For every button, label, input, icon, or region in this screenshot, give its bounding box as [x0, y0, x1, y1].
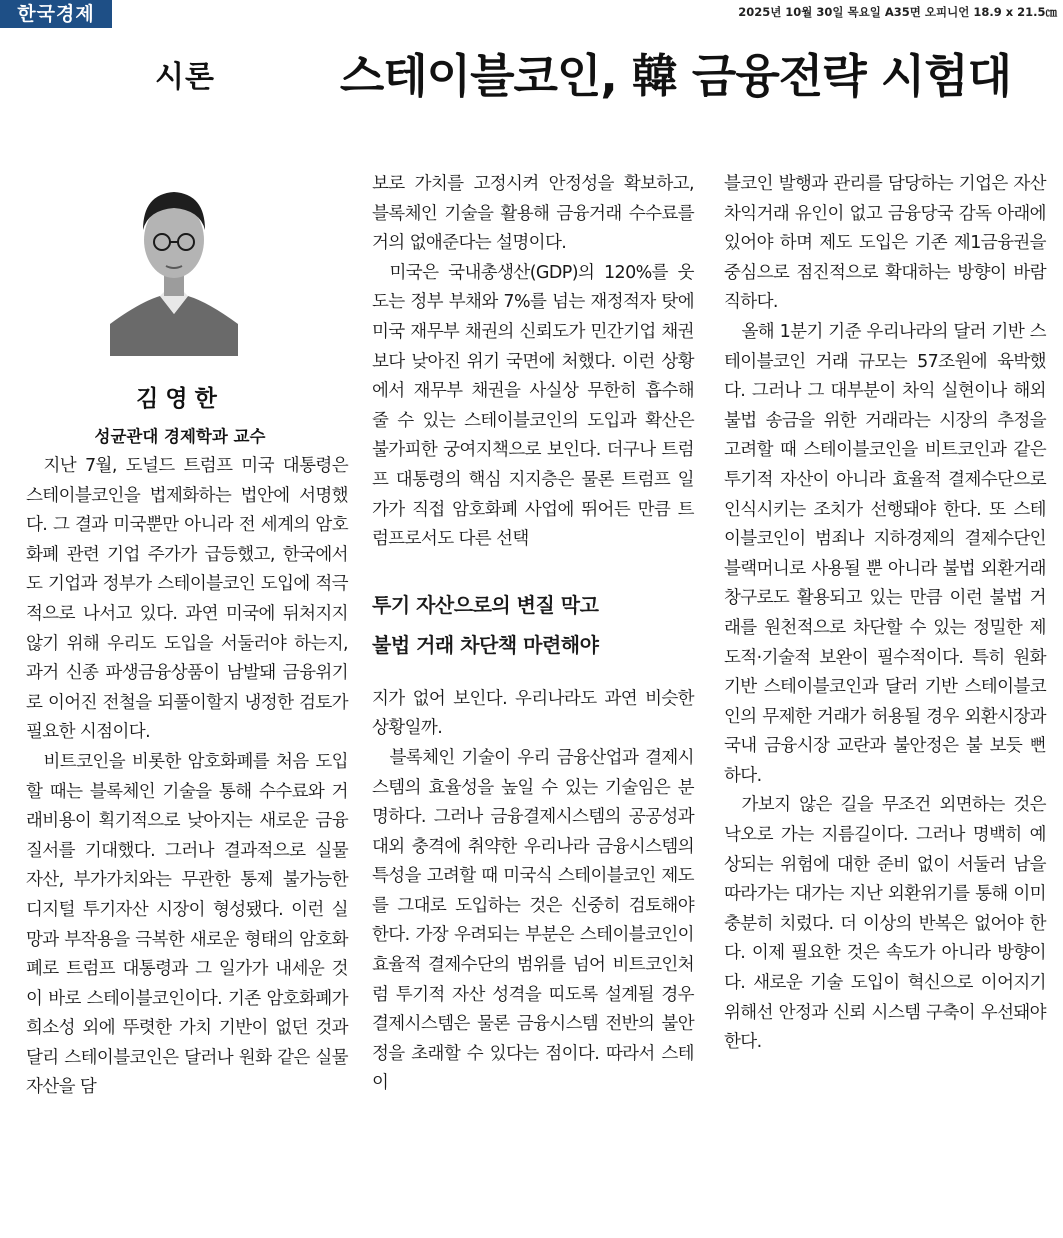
subheading-line: 투기 자산으로의 변질 막고	[372, 592, 599, 617]
paragraph: 블록체인 기술이 우리 금융산업과 결제시스템의 효율성을 높일 수 있는 기술임은 분명하다. 그러나 금융결제시스템의 공공성과 대외 충격에 취약한 우리나라 금융시스템의 특성을 고려할 때 미국식 스테이블코인 제도를 그대로 도입하는 것은 신중히 검토해야 한다. 가장 우려되는 부분은 스테이블코인이 효율적 결제수단의 범위를 넘어 비트코인처럼 투기적 자산 성격을 띠도록 설계될 경우 결제시스템은 물론 금융시스템 전반의 불안정을 초래할 수 있다는 점이다. 따라서 스테이	[372, 747, 694, 1094]
section-label: 시론	[155, 60, 215, 95]
paragraph: 올해 1분기 기준 우리나라의 달러 기반 스테이블코인 거래 규모는 57조원에 육박했다. 그러나 그 대부분이 차익 실현이나 해외 불법 송금을 위한 거래라는 시장의 추정을 고려할 때 스테이블코인을 비트코인과 같은 투기적 자산이 아니라 효율적 결제수단으로 인식시키는 조치가 선행돼야 한다. 또 스테이블코인이 범죄나 지하경제의 결제수단인 블랙머니로 사용될 뿐 아니라 불법 외환거래 창구로도 활용되고 있는 만큼 이런 불법 거래를 원천적으로 차단할 수 있는 정밀한 제도적·기술적 보완이 필수적이다. 특히 원화 기반 스테이블코인과 달러 기반 스테이블코인의 무제한 거래가 허용될 경우 외환시장과 국내 금융시장 교란과 불안정은 불 보듯 뻔하다.	[724, 321, 1046, 786]
paragraph: 비트코인을 비롯한 암호화폐를 처음 도입할 때는 블록체인 기술을 통해 수수료와 거래비용이 획기적으로 낮아지는 새로운 금융질서를 기대했다. 그러나 결과적으로 실물 자산, 부가가치와는 무관한 통제 불가능한 디지털 투기자산 시장이 형성됐다. 이런 실망과 부작용을 극복한 새로운 형태의 암호화폐로 트럼프 대통령과 그 일가가 내세운 것이 바로 스테이블코인이다. 기존 암호화폐가 희소성 외에 뚜렷한 가치 기반이 없던 것과 달리 스테이블코인은 달러나 원화 같은 실물자산을 담	[26, 751, 348, 1098]
paragraph: 블코인 발행과 관리를 담당하는 기업은 자산 차익거래 유인이 없고 금융당국 감독 아래에 있어야 하며 제도 도입은 기존 제1금융권을 중심으로 점진적으로 확대하는 방향이 바람직하다.	[724, 174, 1046, 313]
author-affiliation: 성균관대 경제학과 교수	[94, 427, 266, 446]
author-photo	[110, 164, 238, 356]
paragraph: 미국은 국내총생산(GDP)의 120%를 웃도는 정부 부채와 7%를 넘는 재정적자 탓에 미국 재무부 채권의 신뢰도가 민간기업 채권보다 낮아진 위기 국면에 처했다. 이런 상황에서 재무부 채권을 사실상 무한히 흡수해 줄 수 있는 스테이블코인의 도입과 확산은 불가피한 궁여지책으로 보인다. 더구나 트럼프 대통령의 핵심 지지층은 물론 트럼프 일가가 직접 암호화폐 사업에 뛰어든 만큼 트럼프로서도 다른 선택	[372, 262, 694, 550]
paragraph: 지가 없어 보인다. 우리나라도 과연 비슷한 상황일까.	[372, 688, 694, 739]
paragraph: 지난 7월, 도널드 트럼프 미국 대통령은 스테이블코인을 법제화하는 법안에 서명했다. 그 결과 미국뿐만 아니라 전 세계의 암호화폐 관련 기업 주가가 급등했고, 한국에서도 기업과 정부가 스테이블코인 도입에 적극적으로 나서고 있다. 과연 미국에 뒤처지지 않기 위해 우리도 도입을 서둘러야 하는지, 과거 신종 파생금융상품이 남발돼 금융위기로 이어진 전철을 되풀이할지 냉정한 검토가 필요한 시점이다.	[26, 456, 348, 743]
paragraph: 가보지 않은 길을 무조건 외면하는 것은 낙오로 가는 지름길이다. 그러나 명백히 예상되는 위험에 대한 준비 없이 서둘러 남을 따라가는 대가는 지난 외환위기를 통해 이미 충분히 치렀다. 더 이상의 반복은 없어야 한다. 이제 필요한 것은 속도가 아니라 방향이다. 새로운 기술 도입이 혁신으로 이어지기 위해선 안정과 신뢰 시스템 구축이 우선돼야 한다.	[724, 795, 1046, 1053]
article-column-1	[26, 452, 348, 1103]
subheading	[372, 585, 694, 665]
article-column-2	[372, 170, 694, 1099]
newspaper-logo: 한국경제	[0, 0, 112, 28]
author-name: 김영한	[136, 386, 224, 412]
paragraph: 보로 가치를 고정시켜 안정성을 확보하고, 블록체인 기술을 활용해 금융거래 수수료를 거의 없애준다는 설명이다.	[372, 174, 694, 254]
article-column-3	[724, 170, 1046, 1058]
edition-info: 2025년 10월 30일 목요일 A35면 오피니언 18.9 x 21.5㎝	[738, 5, 1057, 19]
headline: 스테이블코인, 韓 금융전략 시험대	[339, 49, 1011, 103]
subheading-line: 불법 거래 차단책 마련해야	[372, 632, 599, 657]
